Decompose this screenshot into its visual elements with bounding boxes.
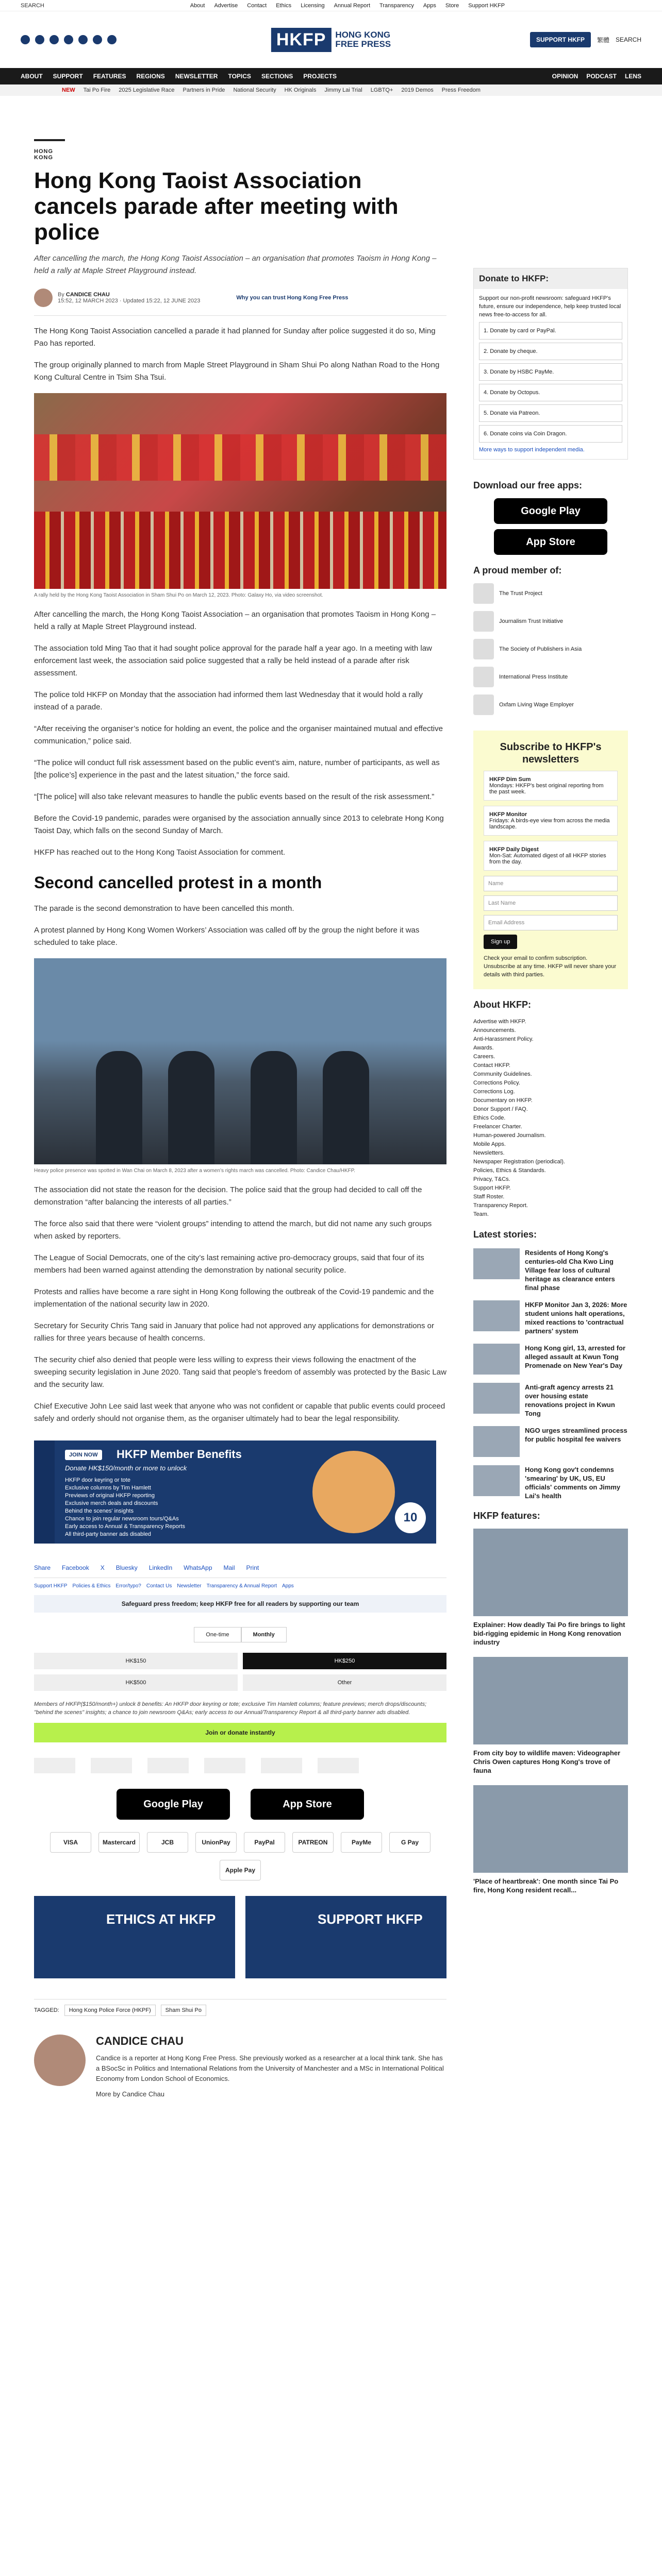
paragraph: The parade is the second demonstration to have been cancelled this month. [34,904,294,913]
about-list [473,1018,628,1219]
newsletter-box [473,731,628,989]
latest-headline: Residents of Hong Kong's centuries-old Cha Kwo Ling Village fear loss of cultural heritage as clearance enters final phase [525,1249,615,1292]
subnav-item[interactable]: Tai Po Fire [83,87,111,93]
about-link[interactable]: Documentary on HKFP. [473,1097,533,1104]
donate-option[interactable]: 3. Donate by HSBC PayMe. [479,363,622,381]
nav-item[interactable]: REGIONS [136,73,165,80]
promo-banners [34,1896,446,1978]
top-link[interactable]: Ethics [276,2,292,9]
frequency-toggle [34,1627,446,1642]
nav-item[interactable]: PROJECTS [303,73,337,80]
photo-caption: Heavy police presence was spotted in Wan Chai on March 8, 2023 after a women’s rights march was cancelled. Photo: Candice Chau/HKFP. [34,1168,355,1174]
byline-by: By [58,292,64,298]
about-link[interactable]: Mobile Apps. [473,1141,506,1147]
latest-item[interactable] [473,1344,628,1375]
last-name-input[interactable]: Last Name [484,895,618,911]
latest-thumb [473,1426,520,1457]
feature-headline[interactable]: Explainer: How deadly Tai Po fire brings to light bid-rigging epidemic in Hong Kong renovation industry [473,1621,625,1646]
feature-headline[interactable]: From city boy to wildlife maven: Videographer Chris Owen captures Hong Kong's trove of fauna [473,1749,621,1774]
photo-crowd [34,512,446,589]
logo-wordmark [335,30,391,49]
share-whatsapp[interactable]: WhatsApp [184,1564,212,1571]
ethics-banner[interactable]: ETHICS AT HKFP [34,1896,235,1978]
latest-item[interactable] [473,1300,628,1335]
paragraph: The security chief also denied that people were less willing to express their views following the enactment of the sweeping security legislation in June 2020. Tang said that people’s freedom of assembly was protected by the Basic Law and the security law. [34,1355,446,1389]
police-presence-photo[interactable] [34,958,446,1164]
article [34,124,446,2099]
tag-link[interactable]: Hong Kong Police Force (HKPF) [64,2005,156,2016]
latest-item[interactable] [473,1383,628,1418]
feature-photo[interactable] [473,1529,628,1616]
benefit-list [65,1477,185,1538]
bluesky-icon[interactable] [78,35,88,44]
features-title: HKFP features: [473,1511,540,1521]
features-section [473,1511,628,1894]
sidebar-app-store[interactable]: App Store [494,529,607,555]
newsletter-note: Check your email to confirm subscription. Unsubscribe at any time. HKFP will never share your details with third parties. [484,955,617,978]
jti-icon [473,611,494,632]
benefit-item: Early access to Annual & Transparency Reports [65,1523,185,1530]
subnav-item[interactable]: 2019 Demos [401,87,434,93]
newsletter-desc: Fridays: A birds-eye view from across the media landscape. [489,818,610,830]
threads-icon[interactable] [64,35,73,44]
donate-more-link[interactable]: More ways to support independent media. [479,447,585,453]
top-link[interactable]: Support HKFP [468,2,505,9]
newsletter-option[interactable] [484,841,618,871]
about-link[interactable]: Donor Support / FAQ. [473,1106,528,1112]
share-bluesky[interactable]: Bluesky [115,1564,138,1571]
donate-title: Donate to HKFP: [474,268,627,289]
paragraph: The association told Ming Tao that it had sought police approval for the parade half a year ago. In a meeting with law enforcement last week, the association said police suggested that a rally be held instead of a parade after risk assessment. [34,644,432,677]
youtube-icon[interactable] [93,35,102,44]
header-search-link[interactable]: SEARCH [615,36,641,43]
about-link[interactable]: Ethics Code. [473,1115,506,1121]
nav-item[interactable]: OPINION [552,73,578,80]
payment-logo: PayMe [341,1832,382,1853]
amount-options [34,1653,446,1691]
benefit-item: Exclusive merch deals and discounts [65,1500,158,1506]
latest-headline: HKFP Monitor Jan 3, 2026: More student unions halt operations, mixed reactions to 'contractual partners' system [525,1301,627,1335]
photo-caption: A rally held by the Hong Kong Taoist Association in Sham Shui Po on March 12, 2023. Photo: Galaxy Ho, via video screenshot. [34,592,323,598]
payment-logo: PayPal [244,1832,285,1853]
payment-logo: UnionPay [195,1832,237,1853]
latest-thumb [473,1248,520,1279]
about-title: About HKFP: [473,999,531,1010]
newsletter-name: HKFP Dim Sum [489,776,531,783]
donate-option[interactable]: 6. Donate coins via Coin Dragon. [479,425,622,443]
member-name: International Press Institute [499,674,568,680]
about-section [473,999,628,1219]
app-buttons [34,1789,446,1820]
feature-photo[interactable] [473,1657,628,1744]
site-header [0,11,662,68]
about-link[interactable]: Contact HKFP. [473,1062,510,1069]
about-link[interactable]: Newsletters. [473,1150,505,1156]
member-logo[interactable] [91,1758,132,1773]
member-org[interactable] [473,611,628,632]
anniversary-badge: 10 [395,1502,426,1533]
tagged-label: TAGGED: [34,2007,59,2013]
support-link[interactable]: Support HKFP [34,1583,68,1589]
nav-item[interactable]: TOPICS [228,73,251,80]
paragraph: “The police will conduct full risk assessment based on the public event’s aim, nature, number of participants, as well as [the police’s] experience in the past and the latest situation,” the force said. [34,758,440,779]
nav-right [552,73,641,80]
main-nav [0,68,662,84]
banner-side-strip [34,1440,55,1544]
benefit-item: Behind the scenes' insights [65,1508,134,1514]
x-icon[interactable] [35,35,44,44]
about-link[interactable]: Corrections Policy. [473,1080,520,1086]
author-photo[interactable] [34,2035,86,2086]
paragraph: The police told HKFP on Monday that the association had informed them last Wednesday that it would hold a rally instead of a parade. [34,690,423,711]
member-name: The Society of Publishers in Asia [499,646,582,652]
trust-link[interactable]: Why you can trust Hong Kong Free Press [236,295,349,301]
photo-figure [251,1051,297,1164]
one-time-tab[interactable]: One-time [194,1627,241,1642]
about-link[interactable]: Freelancer Charter. [473,1124,522,1130]
member-logos-row [34,1758,446,1773]
share-x[interactable]: X [100,1564,105,1571]
membership-sub: Donate HK$150/month or more to unlock [65,1464,187,1472]
linkedin-icon[interactable] [107,35,117,44]
share-label: Share [34,1564,51,1571]
latest-item[interactable] [473,1248,628,1292]
support-banner[interactable]: SUPPORT HKFP [245,1896,446,1978]
about-link[interactable]: Announcements. [473,1027,516,1033]
share-print[interactable]: Print [246,1564,259,1571]
nav-item[interactable]: SECTIONS [261,73,293,80]
top-link[interactable]: Annual Report [334,2,370,9]
top-search-link[interactable]: SEARCH [21,2,44,9]
nav-item[interactable]: SUPPORT [53,73,83,80]
author-name[interactable]: CANDICE CHAU [65,292,110,298]
tag-link[interactable]: Sham Shui Po [161,2005,206,2016]
latest-item[interactable] [473,1426,628,1457]
member-org[interactable] [473,639,628,659]
top-link[interactable]: About [190,2,205,9]
latest-title: Latest stories: [473,1229,537,1240]
paragraph: Secretary for Security Chris Tang said in January that police had not approved any applications for demonstrations or rallies for three years because of health concerns. [34,1321,434,1343]
sopa-icon [473,639,494,659]
top-link[interactable]: Store [445,2,459,9]
latest-headline: Anti-graft agency arrests 21 over housing estate renovations project in Kwun Tong [525,1383,615,1417]
share-facebook[interactable]: Facebook [62,1564,89,1571]
feature-photo[interactable] [473,1785,628,1873]
amount-option[interactable]: HK$500 [34,1674,238,1691]
paragraph: The League of Social Democrats, one of the city’s last remaining active pro-democracy groups, said that four of its members had been warned against attending the demonstration by national security police. [34,1253,424,1275]
newsletter-option[interactable] [484,806,618,836]
safeguard-banner[interactable]: Safeguard press freedom; keep HKFP free for all readers by supporting our team [34,1595,446,1613]
author-box [34,2035,446,2099]
subnav-item[interactable]: 2025 Legislative Race [119,87,175,93]
about-link[interactable]: Human-powered Journalism. [473,1132,546,1139]
logo-line-1: HONG KONG [335,30,391,40]
article-dates: 15:52, 12 MARCH 2023 · Updated 15:22, 12 JUNE 2023 [58,298,201,304]
support-links [34,1583,446,1589]
byline-text [58,292,200,304]
subnav-item[interactable]: Press Freedom [441,87,481,93]
nav-item[interactable]: FEATURES [93,73,126,80]
deer-mascot-icon [312,1451,395,1533]
about-link[interactable]: Policies, Ethics & Standards. [473,1167,546,1174]
subnav-item[interactable]: LGBTQ+ [370,87,393,93]
photo-figure [96,1051,142,1164]
benefit-item: Previews of original HKFP reporting [65,1493,155,1499]
payment-logo: Apple Pay [220,1860,261,1880]
payment-logo: Mastercard [98,1832,140,1853]
paragraph: “After receiving the organiser’s notice for holding an event, the police and the organiser maintained mutual and effective communication,” police said. [34,724,443,745]
trust-project-icon [473,583,494,604]
top-utility-bar [0,0,662,11]
support-link[interactable]: Contact Us [146,1583,172,1589]
social-links [21,35,117,44]
google-play-button[interactable]: Google Play [117,1789,230,1820]
language-toggle[interactable]: 繁體 [597,36,609,44]
donate-option[interactable]: 1. Donate by card or PayPal. [479,322,622,340]
donate-option[interactable]: 5. Donate via Patreon. [479,404,622,422]
payment-logo: G Pay [389,1832,431,1853]
sub-nav [0,84,662,96]
benefit-item: All third-party banner ads disabled [65,1531,151,1537]
author-box-name[interactable]: CANDICE CHAU [96,2035,184,2047]
newsletter-option[interactable] [484,771,618,801]
payment-logo: VISA [50,1832,91,1853]
author-info [96,2035,446,2099]
logo-mark: HKFP [271,28,332,52]
taoist-rally-photo[interactable] [34,393,446,589]
paragraph: Before the Covid-19 pandemic, parades were organised by the association annually since 2013 to celebrate Hong Kong Taoist Day, which falls on the second Sunday of March. [34,814,444,835]
subnav-item[interactable]: National Security [233,87,276,93]
donate-option[interactable]: 4. Donate by Octopus. [479,384,622,401]
membership-note: Members of HKFP($150/month+) unlock 8 benefits: An HKFP door keyring or tote; exclusive Tim Hamlett columns; feature previews; merch drops/discounts; "behind the scenes" insights; a chance to join newsroom Q&As; early access to our Annual/Transparency Report & all third-party banner ads disabled. [34,1701,427,1716]
about-link[interactable]: Advertise with HKFP. [473,1019,526,1025]
subnav-item[interactable]: Partners in Pride [183,87,225,93]
member-title: A proud member of: [473,565,562,575]
newsletter-title: Subscribe to HKFP's newsletters [500,741,602,765]
support-link[interactable]: Transparency & Annual Report [206,1583,277,1589]
payment-logo: JCB [147,1832,188,1853]
paragraph: The force also said that there were “violent groups” intending to attend the march, but did not name any such groups when asked by reporters. [34,1219,432,1241]
paragraph: A protest planned by Hong Kong Women Workers’ Association was called off by the group the night before it was scheduled to take place. [34,926,420,947]
share-bar [34,1564,446,1578]
paragraph: The group originally planned to march from Maple Street Playground in Sham Shui Po along Nathan Road to the Hong Kong Cultural Centre in Tsim Sha Tsui. [34,361,440,382]
member-org[interactable] [473,694,628,715]
author-more-link[interactable]: More by Candice Chau [96,2090,164,2098]
latest-thumb [473,1344,520,1375]
article-dek: After cancelling the march, the Hong Kong Taoist Association – an organisation that promotes Taoism in Hong Kong – held a rally at Maple Street Playground instead. [34,254,437,275]
amount-option[interactable]: Other [243,1674,446,1691]
site-logo[interactable] [271,28,391,52]
about-link[interactable]: Transparency Report. [473,1202,528,1209]
email-input[interactable]: Email Address [484,915,618,930]
about-link[interactable]: Community Guidelines. [473,1071,532,1077]
photo-figure [168,1051,214,1164]
benefit-item: Chance to join regular newsroom tours/Q&As [65,1516,179,1522]
section-heading: Second cancelled protest in a month [34,873,322,892]
article-title: Hong Kong Taoist Association cancels parade after meeting with police [34,168,399,245]
app-store-button[interactable]: App Store [251,1789,364,1820]
donate-option[interactable]: 2. Donate by cheque. [479,343,622,360]
about-link[interactable]: Support HKFP. [473,1185,511,1191]
member-org[interactable] [473,667,628,687]
logo-line-2: FREE PRESS [335,39,391,49]
latest-thumb [473,1383,520,1414]
payment-logo: PATREON [292,1832,334,1853]
latest-thumb [473,1465,520,1496]
amount-option[interactable]: HK$150 [34,1653,238,1669]
about-link[interactable]: Privacy, T&Cs. [473,1176,510,1182]
paragraph: The association did not state the reason for the decision. The police said that the group had decided to call off the demonstration “after balancing the interests of all parties.” [34,1185,422,1207]
photo-figure [323,1051,369,1164]
latest-item[interactable] [473,1465,628,1500]
newsletter-name: HKFP Daily Digest [489,846,539,853]
support-link[interactable]: Apps [282,1583,294,1589]
member-name: Journalism Trust Initiative [499,618,564,624]
benefit-item: Exclusive columns by Tim Hamlett [65,1485,151,1491]
latest-thumb [473,1300,520,1331]
sidebar [473,268,628,1905]
about-link[interactable]: Team. [473,1211,489,1217]
about-link[interactable]: Corrections Log. [473,1089,515,1095]
benefit-item: HKFP door keyring or tote [65,1477,130,1483]
paragraph: Chief Executive John Lee said last week that anyone who was not confident or capable that public events could proceed safely and orderly should not organise them, as the organiser ultimately had to bear the legal responsibility. [34,1402,445,1423]
donate-box [473,268,628,460]
paragraph: Protests and rallies have become a rare sight in Hong Kong following the outbreak of the Covid-19 pandemic and the implementation of the national security law in 2020. [34,1287,434,1309]
ipi-icon [473,667,494,687]
top-link[interactable]: Advertise [214,2,238,9]
payment-methods [34,1832,446,1880]
nav-item[interactable]: ABOUT [21,73,43,80]
join-now-button[interactable]: JOIN NOW [65,1450,102,1460]
tags-row [34,1999,446,2016]
amount-option-selected[interactable]: HK$250 [243,1653,446,1669]
nav-item[interactable]: LENS [624,73,641,80]
member-name: Oxfam Living Wage Employer [499,702,574,708]
membership-banner[interactable] [34,1440,436,1544]
donate-inner [474,289,627,459]
support-link[interactable]: Error/typo? [115,1583,141,1589]
subnav-item[interactable]: HK Originals [284,87,317,93]
paragraph: The Hong Kong Taoist Association cancelled a parade it had planned for Sunday after police suggested it do so, Ming Pao has reported. [34,327,436,348]
about-link[interactable]: Careers. [473,1054,495,1060]
support-hkfp-button[interactable]: SUPPORT HKFP [530,32,591,47]
facebook-icon[interactable] [21,35,30,44]
latest-stories [473,1229,628,1500]
photo-banners [34,434,446,481]
member-logo[interactable] [147,1758,189,1773]
member-logo[interactable] [261,1758,302,1773]
newsletter-desc: Mondays: HKFP's best original reporting from the past week. [489,783,604,795]
oxfam-icon [473,694,494,715]
member-logo[interactable] [318,1758,359,1773]
paragraph: “[The police] will also take relevant measures to handle the public events based on the result of the risk assessment.” [34,792,435,801]
new-badge: NEW [62,87,75,93]
member-org[interactable] [473,583,628,604]
join-donate-button[interactable]: Join or donate instantly [34,1723,446,1742]
member-logo[interactable] [204,1758,245,1773]
about-link[interactable]: Newspaper Registration (periodical). [473,1159,565,1165]
about-link[interactable]: Staff Roster. [473,1194,505,1200]
byline [34,289,446,316]
section-tag[interactable]: HONG KONG [34,139,65,161]
monthly-tab[interactable]: Monthly [241,1627,287,1642]
latest-headline: Hong Kong gov't condemns 'smearing' by UK, US, EU officials' comments on Jimmy Lai's health [525,1466,621,1500]
newsletter-desc: Mon-Sat: Automated digest of all HKFP stories from the day. [489,853,606,865]
nav-item[interactable]: PODCAST [586,73,617,80]
member-logo[interactable] [34,1758,75,1773]
signup-button[interactable]: Sign up [484,935,517,949]
nav-item[interactable]: NEWSLETTER [175,73,218,80]
donate-text: Support our non-profit newsroom: safeguard HKFP's future, ensure our independence, help keep trusted local news free-to-access for all. [479,295,621,318]
newsletter-name: HKFP Monitor [489,811,527,818]
header-actions [530,32,641,47]
membership-title: HKFP Member Benefits [117,1448,242,1461]
subnav-item[interactable]: Jimmy Lai Trial [324,87,362,93]
about-link[interactable]: Anti-Harassment Policy. [473,1036,534,1042]
author-bio: Candice is a reporter at Hong Kong Free Press. She previously worked as a researcher at a local think tank. She has a BSocSc in Politics and International Relations from the University of Manchester and a MSc in International Political Economy from London School of Economics. [96,2054,444,2082]
support-link[interactable]: Policies & Ethics [72,1583,111,1589]
share-mail[interactable]: Mail [223,1564,235,1571]
top-link[interactable]: Licensing [301,2,325,9]
apps-title: Download our free apps: [473,480,583,490]
latest-headline: Hong Kong girl, 13, arrested for alleged assault at Kwun Tong Promenade on New Year's Day [525,1344,626,1369]
paragraph: HKFP has reached out to the Hong Kong Taoist Association for comment. [34,848,286,857]
member-name: The Trust Project [499,590,542,597]
feature-headline[interactable]: 'Place of heartbreak': One month since Tai Po fire, Hong Kong resident recall... [473,1877,619,1894]
instagram-icon[interactable] [49,35,59,44]
share-linkedin[interactable]: LinkedIn [148,1564,173,1571]
latest-headline: NGO urges streamlined process for public hospital fee waivers [525,1427,627,1443]
name-input[interactable]: Name [484,876,618,891]
sidebar-google-play[interactable]: Google Play [494,498,607,524]
support-link[interactable]: Newsletter [177,1583,202,1589]
about-link[interactable]: Awards. [473,1045,494,1051]
top-link[interactable]: Apps [423,2,436,9]
top-links [54,3,641,9]
top-link[interactable]: Contact [247,2,267,9]
paragraph: After cancelling the march, the Hong Kong Taoist Association – an organisation that promotes Taoism in Hong Kong – held a rally at Maple Street Playground instead. [34,610,436,631]
top-link[interactable]: Transparency [379,2,414,9]
author-avatar[interactable] [34,289,53,307]
